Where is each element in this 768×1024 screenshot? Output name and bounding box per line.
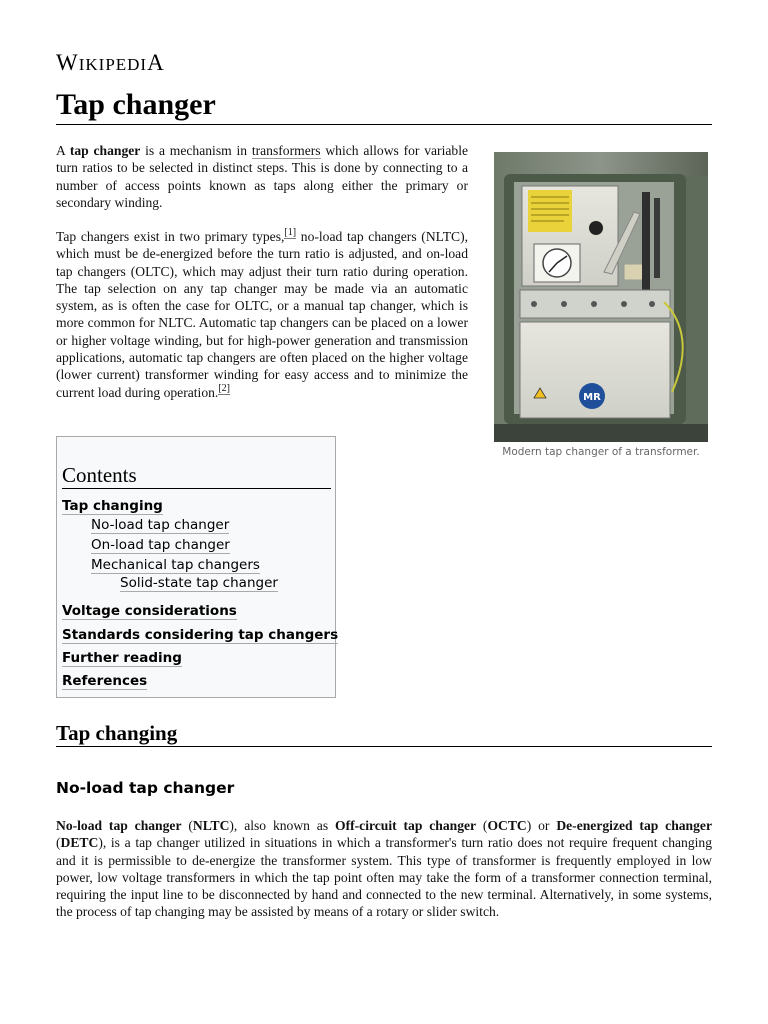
toc-item-references[interactable]: References (62, 673, 148, 689)
intro-paragraph-2: Tap changers exist in two primary types,[1] no-load tap changers (NLTC), which must be de-energized before the turn ratio is adjusted, and on-load tap changers (OLTC), which may adjust their turn ratio during operation. The tap selection on any tap changer may be made via an automatic system, as is often the case for OLTC, or a manual tap changer, which is more common for NLTC. Automatic tap changers can be placed on a lower or higher voltage winding, but for high-power generation and transmission applications, automatic tap changers are often placed on the higher voltage (lower current) transformer winding for easy access and to minimize the current load during operation.[2] (56, 227, 468, 400)
page-title: Tap changer (56, 86, 712, 125)
toc-item-solid-state-tap-changer[interactable]: Solid-state tap changer (120, 575, 278, 591)
table-of-contents (56, 436, 339, 698)
reference-1[interactable]: [1] (284, 227, 297, 239)
figure-caption: Modern tap changer of a transformer. (502, 446, 700, 458)
manufacturer-badge-label: MR (583, 392, 601, 403)
section-heading-tap-changing: Tap changing (56, 720, 712, 747)
toc-item-no-load-tap-changer[interactable]: No-load tap changer (91, 517, 230, 533)
toc-title: Contents (62, 462, 331, 489)
subsection-heading-no-load: No-load tap changer (56, 779, 235, 797)
toc-item-on-load-tap-changer[interactable]: On-load tap changer (91, 537, 230, 553)
reference-2[interactable]: [2] (218, 383, 230, 395)
toc-item-further-reading[interactable]: Further reading (62, 650, 182, 666)
toc-item-mechanical-tap-changers[interactable]: Mechanical tap changers (91, 557, 260, 573)
tap-changer-photo[interactable] (494, 152, 708, 442)
intro-paragraph-1: A tap changer is a mechanism in transformers which allows for variable turn ratios to be selected in distinct steps. This is done by connecting to a number of access points known as taps along either the primary or secondary winding. (56, 143, 469, 210)
toc-item-voltage-considerations[interactable]: Voltage considerations (62, 603, 237, 619)
toc-item-standards[interactable]: Standards considering tap changers (62, 627, 339, 643)
wikipedia-wordmark[interactable]: WIKIPEDIA (56, 50, 165, 75)
no-load-paragraph: No-load tap changer (NLTC), also known as Off-circuit tap changer (OCTC) or De-energized tap changer (DETC), is a tap changer utilized in situations in which a transformer's turn ratio does not require frequent changing and it is permissible to de-energize the transformer system. This type of transformer is frequently employed in low power, low voltage transformers in which the tap point often may take the form of a transformer connection terminal, requiring the input line to be disconnected by hand and connected to the new terminal. Alternatively, in some systems, the process of tap changing may be assisted by means of a rotary or slider switch. (56, 818, 712, 920)
toc-item-tap-changing[interactable]: Tap changing (62, 498, 163, 514)
tap-changer-figure (494, 152, 708, 458)
transformers-link[interactable]: transformers (251, 143, 321, 158)
